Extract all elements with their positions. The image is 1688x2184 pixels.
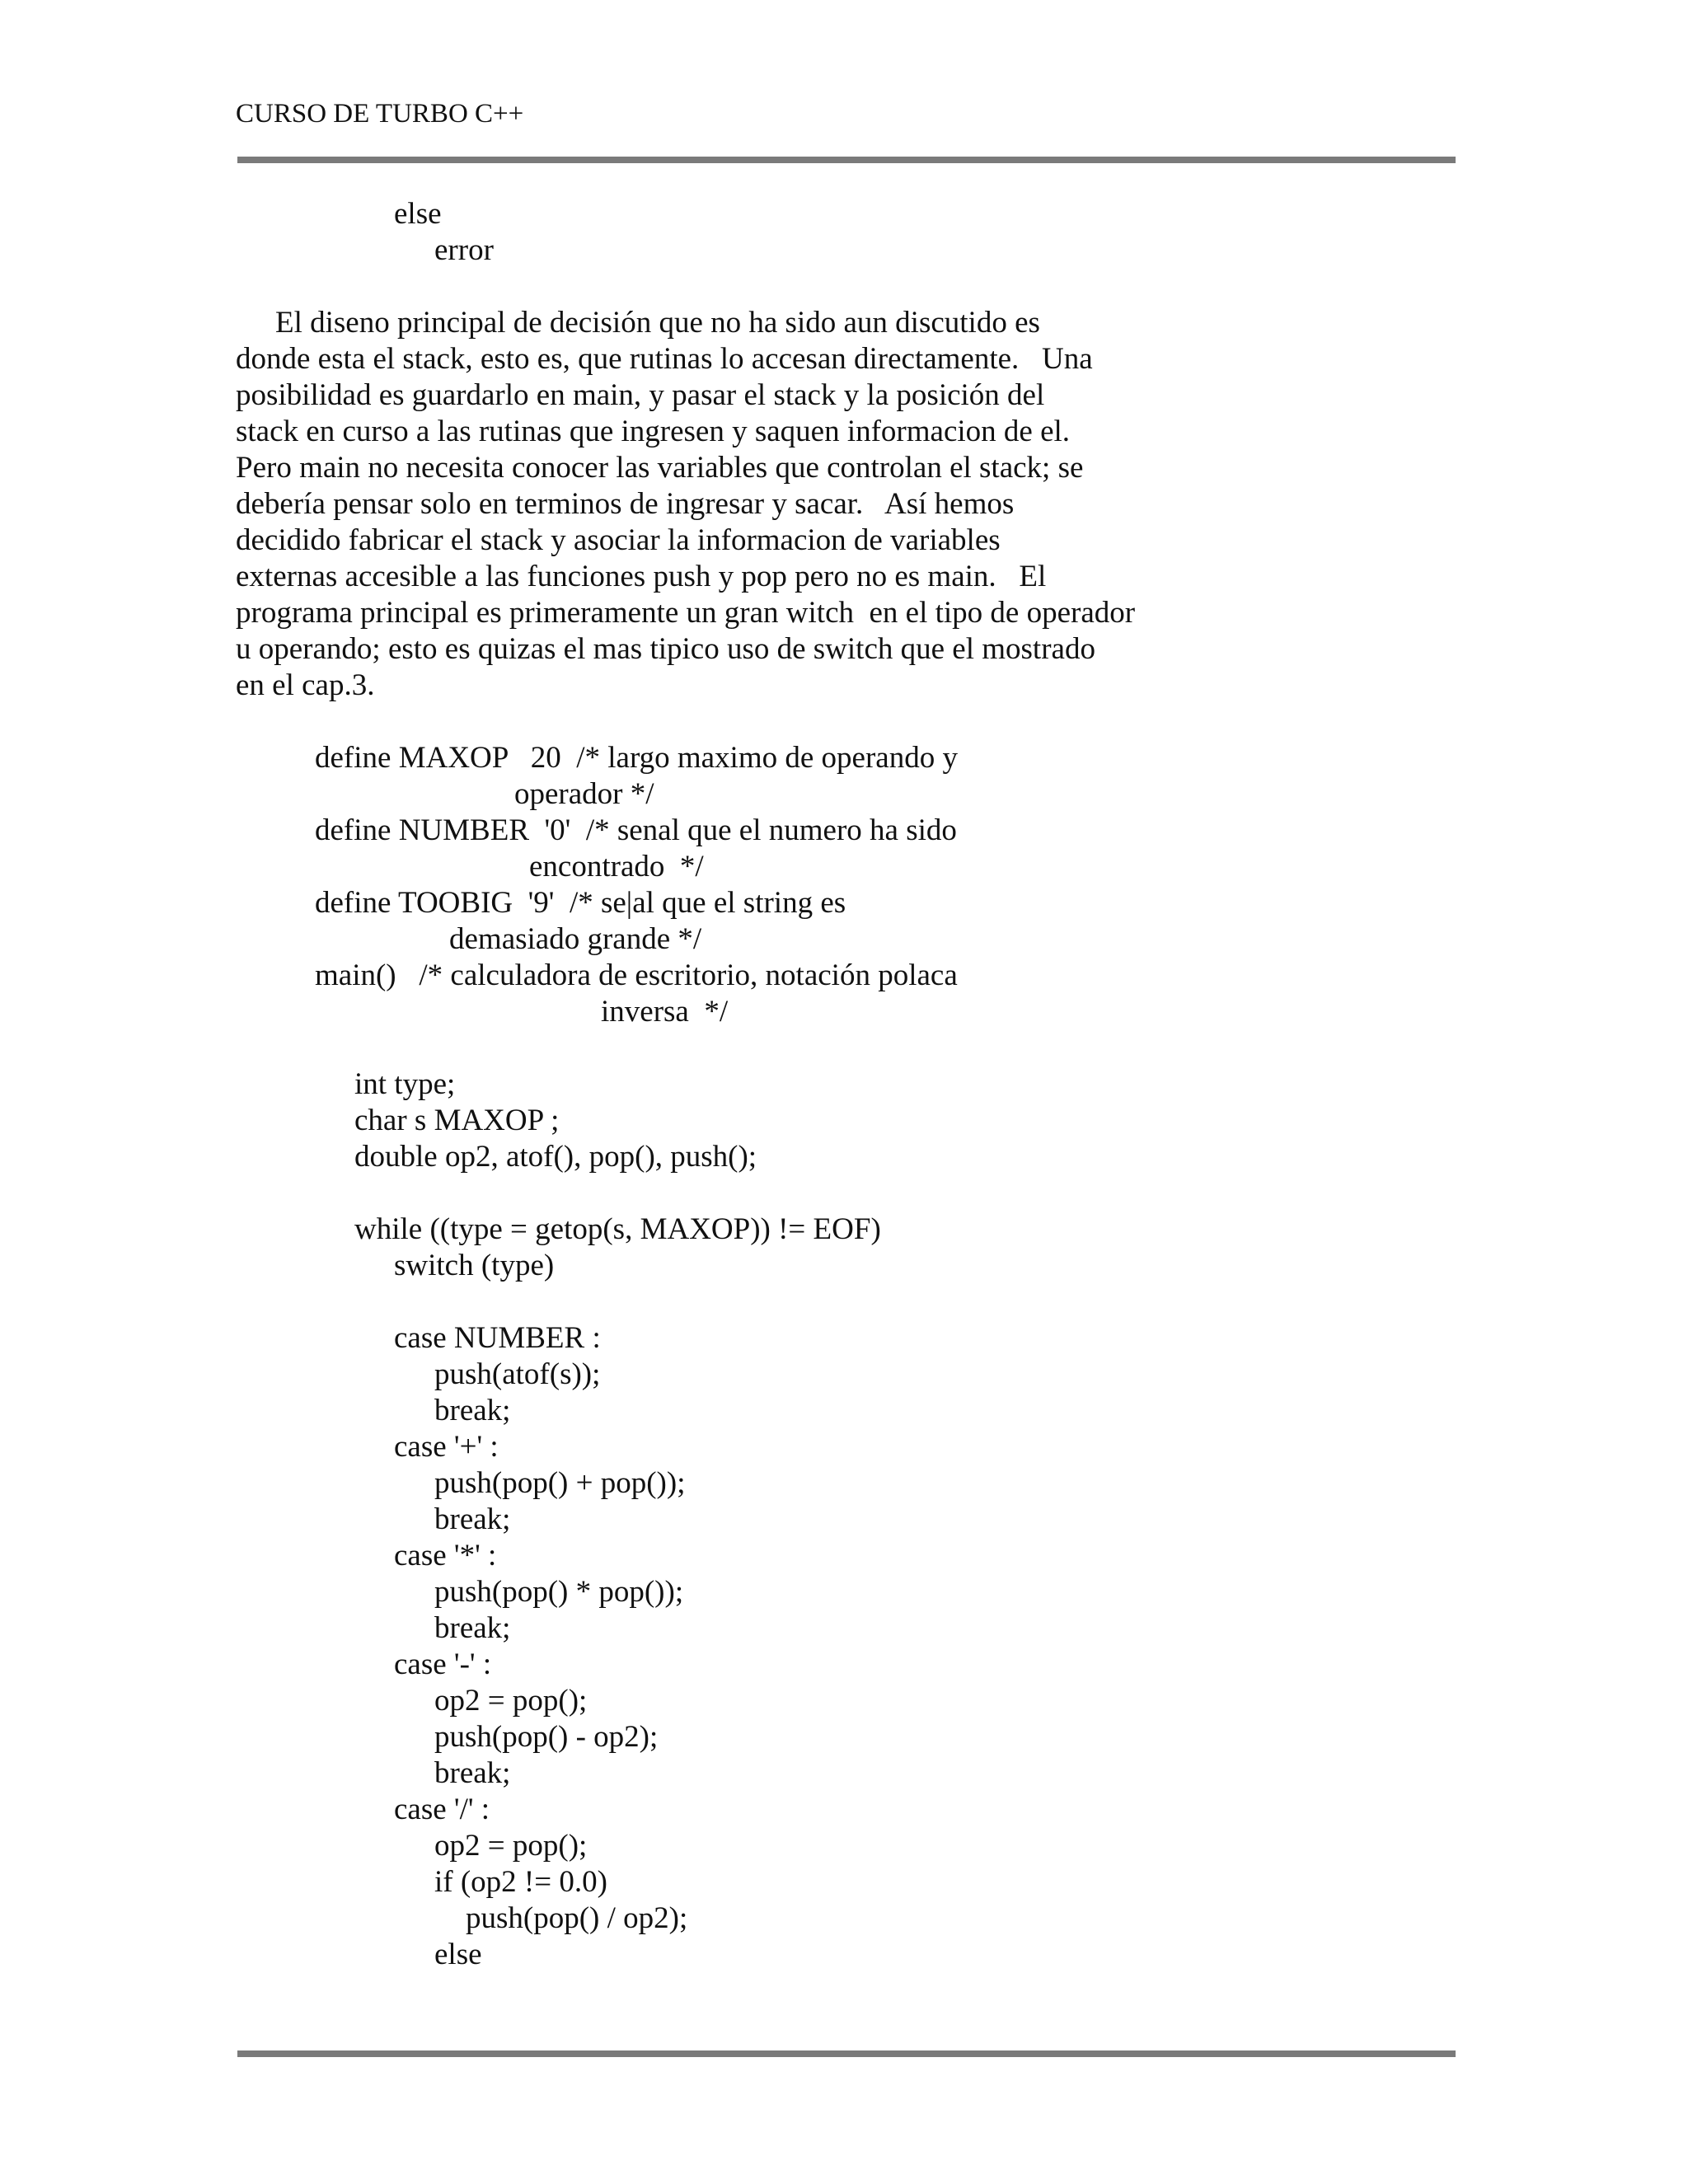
code-line: encontrado */ [529,850,704,883]
code-line: break; [434,1502,511,1536]
code-line: else [434,1938,482,1971]
code-line: case '/' : [394,1793,490,1826]
code-line: define MAXOP 20 /* largo maximo de operando y [315,741,958,775]
code-line: define NUMBER '0' /* senal que el numero ha sido [315,813,957,847]
code-line: break; [434,1611,511,1645]
code-line: push(pop() - op2); [434,1720,659,1754]
paragraph-line: stack en curso a las rutinas que ingresen y saquen informacion de el. [236,415,1071,448]
code-line: if (op2 != 0.0) [434,1865,607,1899]
code-line: case '+' : [394,1430,499,1464]
code-line: break; [434,1756,511,1790]
paragraph-line: posibilidad es guardarlo en main, y pasar el stack y la posición del [236,378,1045,412]
code-line: push(atof(s)); [434,1357,601,1391]
code-line: case '-' : [394,1647,492,1681]
code-line: int type; [354,1067,456,1101]
code-line: case NUMBER : [394,1321,601,1355]
paragraph-line: El diseno principal de decisión que no ha sido aun discutido es [275,306,1040,340]
paragraph-line: u operando; esto es quizas el mas tipico uso de switch que el mostrado [236,632,1095,666]
code-line: error [434,233,494,267]
footer-rule [237,2050,1456,2057]
code-line: break; [434,1394,511,1427]
code-line: while ((type = getop(s, MAXOP)) != EOF) [354,1212,881,1246]
code-line: char s MAXOP ; [354,1104,560,1137]
paragraph-line: decidido fabricar el stack y asociar la informacion de variables [236,523,1001,557]
code-line: define TOOBIG '9' /* se|al que el string es [315,886,846,920]
code-line: switch (type) [394,1249,555,1282]
code-line: double op2, atof(), pop(), push(); [354,1140,757,1174]
paragraph-line: Pero main no necesita conocer las variables que controlan el stack; se [236,451,1084,485]
code-line: op2 = pop(); [434,1829,588,1863]
paragraph-line: en el cap.3. [236,668,375,702]
paragraph-line: donde esta el stack, esto es, que rutinas lo accesan directamente. Una [236,342,1093,376]
code-line: inversa */ [601,995,729,1029]
code-line: push(pop() * pop()); [434,1575,684,1609]
header-rule [237,157,1456,163]
code-line: else [394,197,442,231]
code-line: push(pop() / op2); [466,1901,688,1935]
code-line: push(pop() + pop()); [434,1466,686,1500]
paragraph-line: programa principal es primeramente un gran witch en el tipo de operador [236,596,1136,630]
code-line: op2 = pop(); [434,1684,588,1718]
code-line: main() /* calculadora de escritorio, notación polaca [315,958,958,992]
paragraph-line: debería pensar solo en terminos de ingresar y sacar. Así hemos [236,487,1015,521]
code-line: demasiado grande */ [449,922,702,956]
paragraph-line: externas accesible a las funciones push y pop pero no es main. El [236,560,1047,593]
running-header: CURSO DE TURBO C++ [236,99,524,129]
code-line: operador */ [514,777,654,811]
code-line: case '*' : [394,1539,497,1572]
